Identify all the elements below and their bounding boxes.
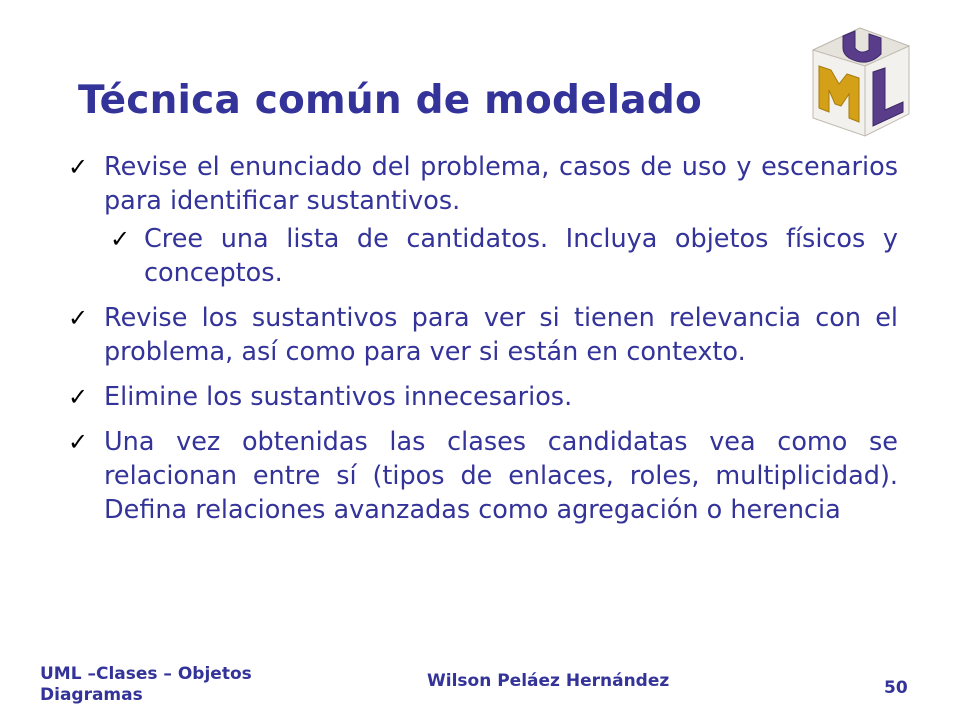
checkmark-icon: ✓ xyxy=(110,225,131,253)
bullet-item xyxy=(62,301,898,369)
bullet-text: Cree una lista de cantidatos. Incluya objetos físicos y conceptos. xyxy=(144,224,898,288)
checkmark-icon: ✓ xyxy=(68,153,89,181)
footer-course-line1: UML –Clases – Objetos xyxy=(40,664,252,684)
checkmark-icon: ✓ xyxy=(68,428,89,456)
bullet-item xyxy=(62,425,898,527)
bullet-list xyxy=(62,150,898,527)
bullet-text: Revise el enunciado del problema, casos de uso y escenarios para identificar sustantivos. xyxy=(104,152,898,216)
sub-bullet-item xyxy=(62,222,898,290)
bullet-item xyxy=(62,380,898,414)
footer-author: Wilson Peláez Hernández xyxy=(427,671,670,691)
footer-course-line2: Diagramas xyxy=(40,685,143,705)
checkmark-icon: ✓ xyxy=(68,304,89,332)
checkmark-icon: ✓ xyxy=(68,383,89,411)
footer-course-title xyxy=(40,664,252,706)
slide-title: Técnica común de modelado xyxy=(78,78,702,123)
bullet-text: Una vez obtenidas las clases candidatas vea como se relacionan entre sí (tipos de enlaces, roles, multiplicidad). Defina relaciones avanzadas como agregación o herencia xyxy=(104,427,898,525)
bullet-item xyxy=(62,150,898,218)
bullet-text: Elimine los sustantivos innecesarios. xyxy=(104,382,573,412)
bullet-text: Revise los sustantivos para ver si tienen relevancia con el problema, así como para ver si están en contexto. xyxy=(104,303,898,367)
page-number: 50 xyxy=(884,678,908,698)
uml-logo-icon xyxy=(805,22,915,140)
